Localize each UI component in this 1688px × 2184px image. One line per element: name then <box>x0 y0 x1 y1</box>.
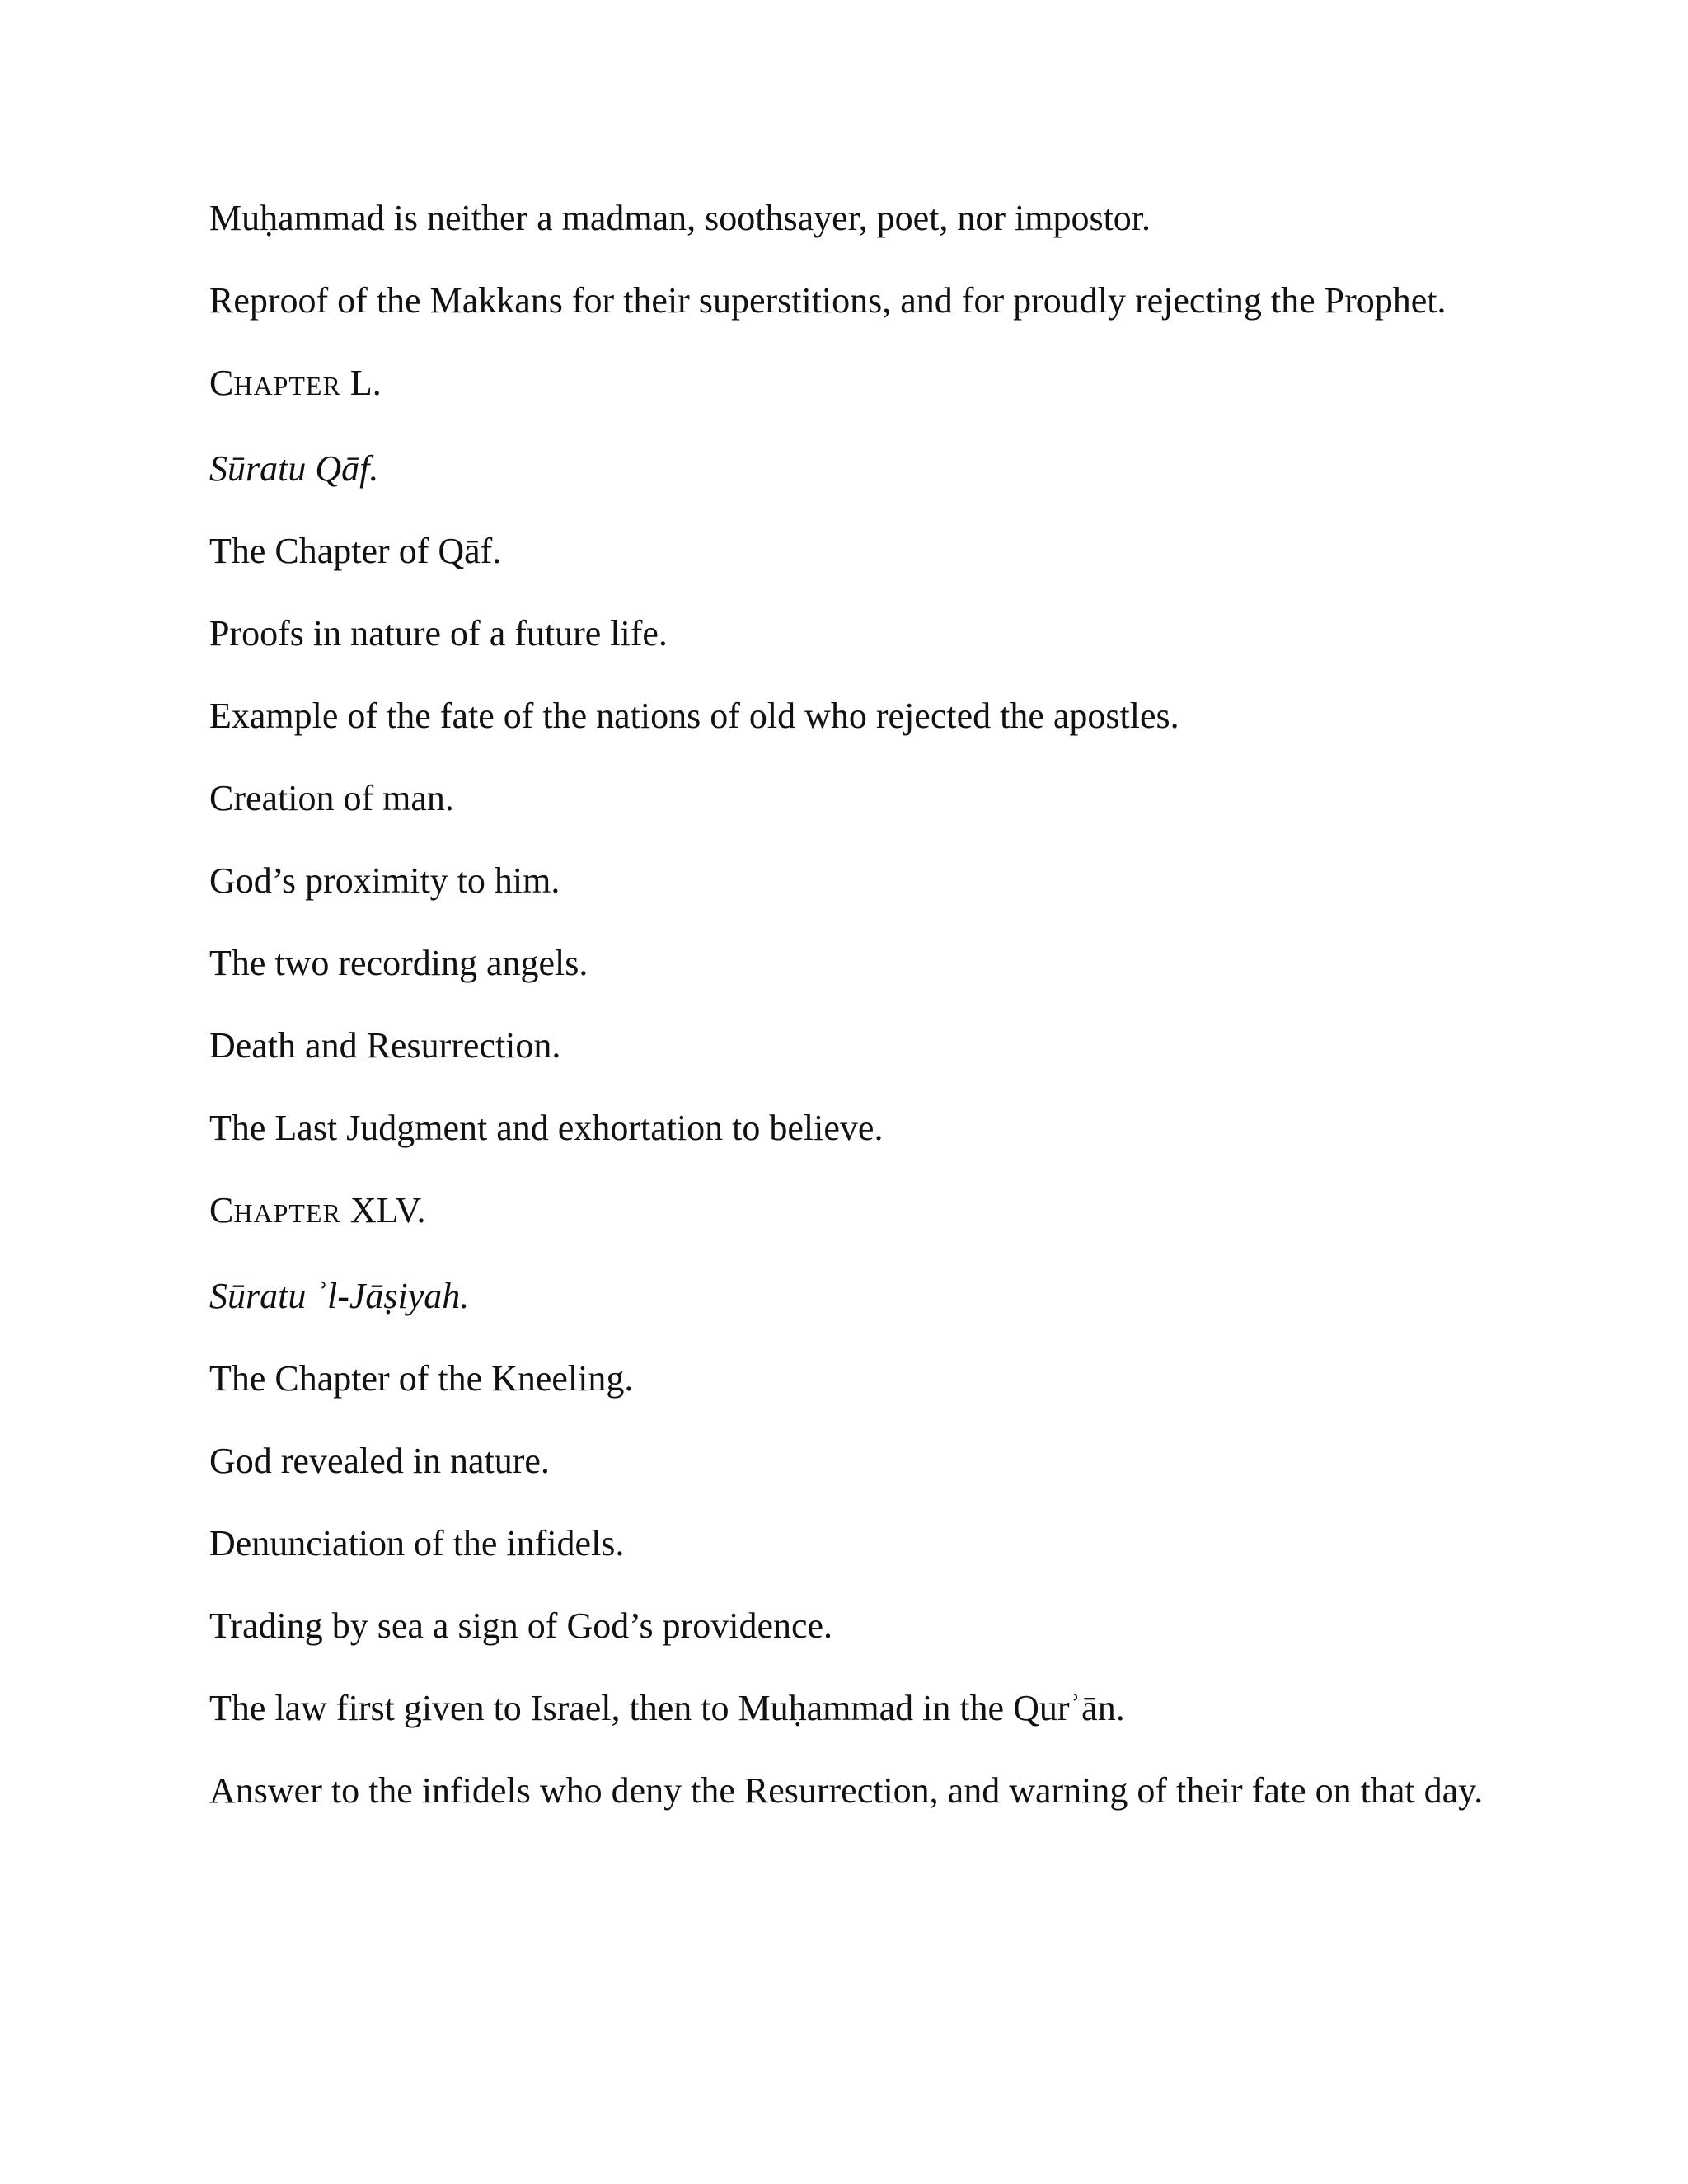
chapter-heading-word: HAPTER <box>233 371 341 401</box>
summary-line: Creation of man. <box>209 778 454 818</box>
chapter-heading-initial: C <box>209 1190 234 1230</box>
summary-line: Muḥammad is neither a madman, soothsayer, poet, nor impostor. <box>209 198 1151 238</box>
chapter-heading <box>209 360 1495 409</box>
chapter-heading-number: L. <box>340 363 382 403</box>
summary-line: Example of the fate of the nations of old who rejected the apostles. <box>209 696 1179 736</box>
chapter-heading-word: HAPTER <box>233 1198 341 1228</box>
chapter-title: The Chapter of Qāf. <box>209 531 502 571</box>
document-page <box>209 195 1495 1850</box>
summary-line: Trading by sea a sign of God’s providence. <box>209 1605 833 1646</box>
summary-line: Answer to the infidels who deny the Resurrection, and warning of their fate on that day. <box>209 1770 1484 1811</box>
summary-line: Death and Resurrection. <box>209 1025 561 1066</box>
summary-line: The two recording angels. <box>209 943 588 983</box>
summary-line: God’s proximity to him. <box>209 860 560 901</box>
chapter-heading-initial: C <box>209 363 234 403</box>
summary-line: Proofs in nature of a future life. <box>209 613 668 654</box>
summary-line: God revealed in nature. <box>209 1441 550 1481</box>
chapter-heading-number: XLV. <box>340 1190 426 1230</box>
summary-line: The law first given to Israel, then to Muḥammad in the Qurʾān. <box>209 1688 1125 1728</box>
chapter-heading <box>209 1188 1495 1236</box>
chapter-title: The Chapter of the Kneeling. <box>209 1358 634 1399</box>
surah-name: Sūratu Qāf. <box>209 448 379 489</box>
summary-line: Reproof of the Makkans for their superstitions, and for proudly rejecting the Prophet. <box>209 280 1447 321</box>
summary-line: The Last Judgment and exhortation to believe. <box>209 1108 884 1148</box>
summary-line: Denunciation of the infidels. <box>209 1523 625 1563</box>
surah-name: Sūratu ʾl-Jāṣiyah. <box>209 1276 470 1316</box>
